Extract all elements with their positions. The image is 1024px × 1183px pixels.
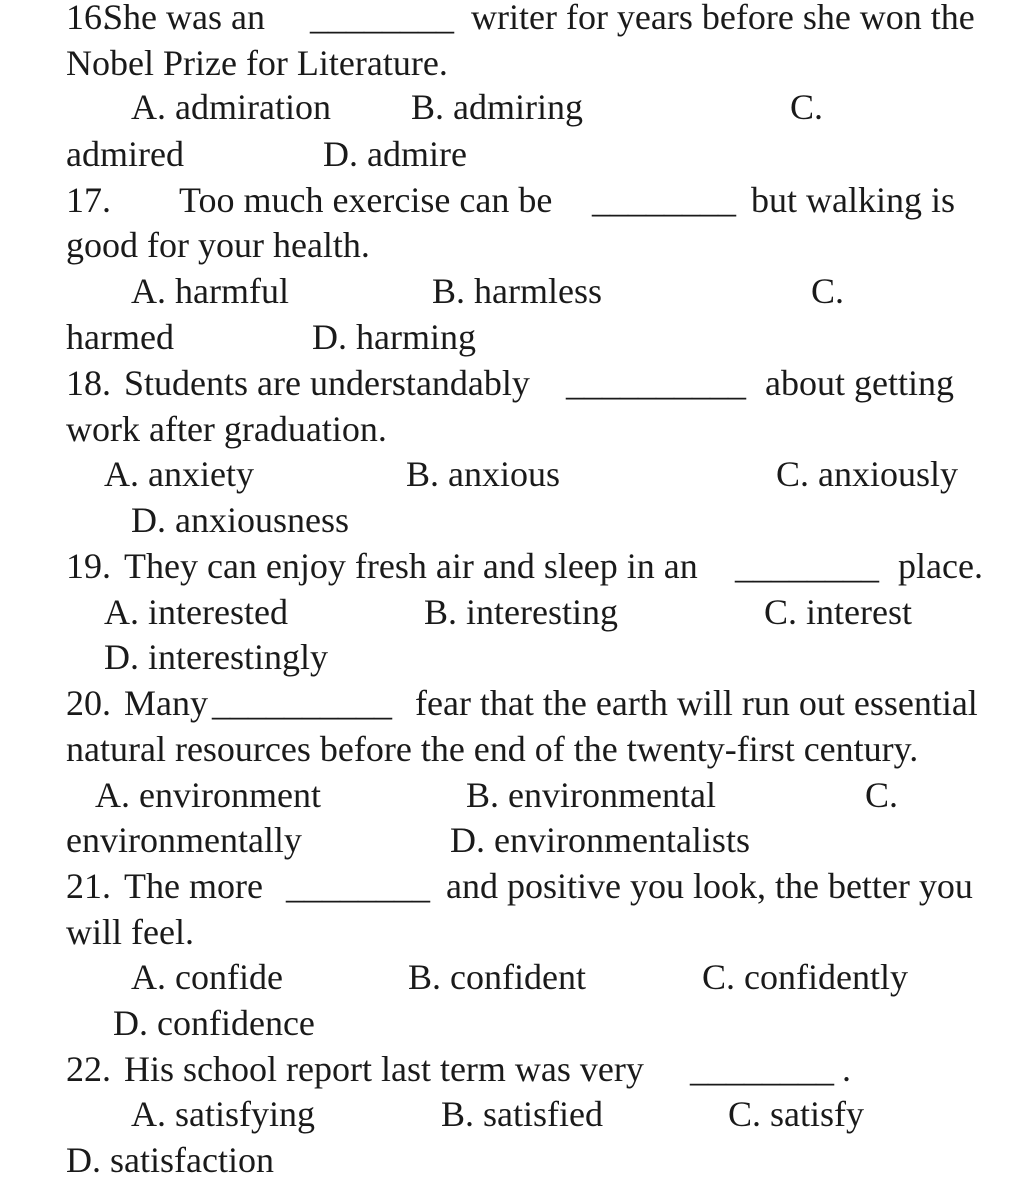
- question-stem: Nobel Prize for Literature.: [66, 43, 448, 83]
- option-c-text: environmentally: [66, 820, 302, 860]
- question-17-options-row2: [0, 314, 1024, 360]
- option-c: C.: [865, 775, 899, 815]
- option-a: A. interested: [104, 592, 288, 632]
- option-b: B. environmental: [466, 775, 716, 815]
- question-stem: work after graduation.: [66, 409, 387, 449]
- option-a: A. admiration: [131, 87, 331, 127]
- question-22-options-row2: [0, 1137, 1024, 1183]
- option-c: C. interest: [764, 592, 912, 632]
- answer-blank: ________: [592, 180, 736, 220]
- question-stem: and positive you look, the better you: [446, 866, 973, 906]
- question-stem: will feel.: [66, 912, 194, 952]
- question-stem: Too much exercise can be: [179, 180, 553, 220]
- option-b: B. anxious: [406, 454, 561, 494]
- question-18-options-row2: [0, 497, 1024, 543]
- option-b: B. interesting: [424, 592, 618, 632]
- option-c: C. confidently: [702, 957, 908, 997]
- question-stem: They can enjoy fresh air and sleep in an: [124, 546, 698, 586]
- option-d: D. interestingly: [104, 637, 328, 677]
- option-d: D. satisfaction: [66, 1140, 274, 1180]
- option-c: C. anxiously: [776, 454, 959, 494]
- option-c-text: admired: [66, 134, 184, 174]
- question-stem: Students are understandably: [124, 363, 530, 403]
- question-stem: natural resources before the end of the twenty-first century.: [66, 729, 919, 769]
- answer-blank: ________: [735, 546, 879, 586]
- question-number: 19.: [66, 546, 111, 586]
- question-stem: place.: [898, 546, 983, 586]
- answer-blank: __________: [212, 683, 392, 723]
- question-16-options-row1: [0, 84, 1024, 130]
- question-stem: His school report last term was very: [124, 1049, 644, 1089]
- question-stem: writer for years before she won the: [471, 0, 975, 37]
- option-c: C.: [811, 271, 845, 311]
- question-stem: but walking is: [751, 180, 955, 220]
- option-d: D. harming: [312, 317, 476, 357]
- question-stem: fear that the earth will run out essential: [415, 683, 978, 723]
- question-number: 20.: [66, 683, 111, 723]
- answer-blank: ________: [690, 1049, 834, 1089]
- question-18-options-row1: [0, 451, 1024, 497]
- question-stem: about getting: [765, 363, 954, 403]
- answer-blank: ________: [286, 866, 430, 906]
- question-stem: Many: [124, 683, 208, 723]
- question-19-options-row2: [0, 634, 1024, 680]
- question-stem: She was an: [103, 0, 265, 37]
- option-b: B. admiring: [411, 87, 583, 127]
- answer-blank: ________: [310, 0, 454, 37]
- question-21-options-row2: [0, 1000, 1024, 1046]
- question-20-options-row1: [0, 772, 1024, 818]
- option-c: C.: [790, 87, 824, 127]
- question-number: 17.: [66, 180, 111, 220]
- option-a: A. harmful: [131, 271, 289, 311]
- option-d: D. confidence: [113, 1003, 315, 1043]
- question-16-options-row2: [0, 131, 1024, 177]
- answer-blank: __________: [566, 363, 746, 403]
- option-d: D. environmentalists: [450, 820, 750, 860]
- question-number: 22.: [66, 1049, 111, 1089]
- question-number: 16.: [66, 0, 111, 37]
- option-a: A. confide: [131, 957, 283, 997]
- option-d: D. admire: [323, 134, 467, 174]
- option-d: D. anxiousness: [131, 500, 349, 540]
- option-b: B. harmless: [432, 271, 602, 311]
- question-17-options-row1: [0, 268, 1024, 314]
- question-number: 21.: [66, 866, 111, 906]
- question-stem: The more: [124, 866, 263, 906]
- question-stem: .: [842, 1049, 851, 1089]
- option-c-text: harmed: [66, 317, 174, 357]
- question-stem: good for your health.: [66, 225, 370, 265]
- option-b: B. satisfied: [441, 1094, 603, 1134]
- question-19-options-row1: [0, 589, 1024, 635]
- question-21-options-row1: [0, 954, 1024, 1000]
- question-number: 18.: [66, 363, 111, 403]
- option-a: A. satisfying: [131, 1094, 315, 1134]
- option-c: C. satisfy: [728, 1094, 865, 1134]
- option-b: B. confident: [408, 957, 586, 997]
- question-22-options-row1: [0, 1091, 1024, 1137]
- option-a: A. environment: [95, 775, 321, 815]
- question-20-options-row2: [0, 817, 1024, 863]
- option-a: A. anxiety: [104, 454, 254, 494]
